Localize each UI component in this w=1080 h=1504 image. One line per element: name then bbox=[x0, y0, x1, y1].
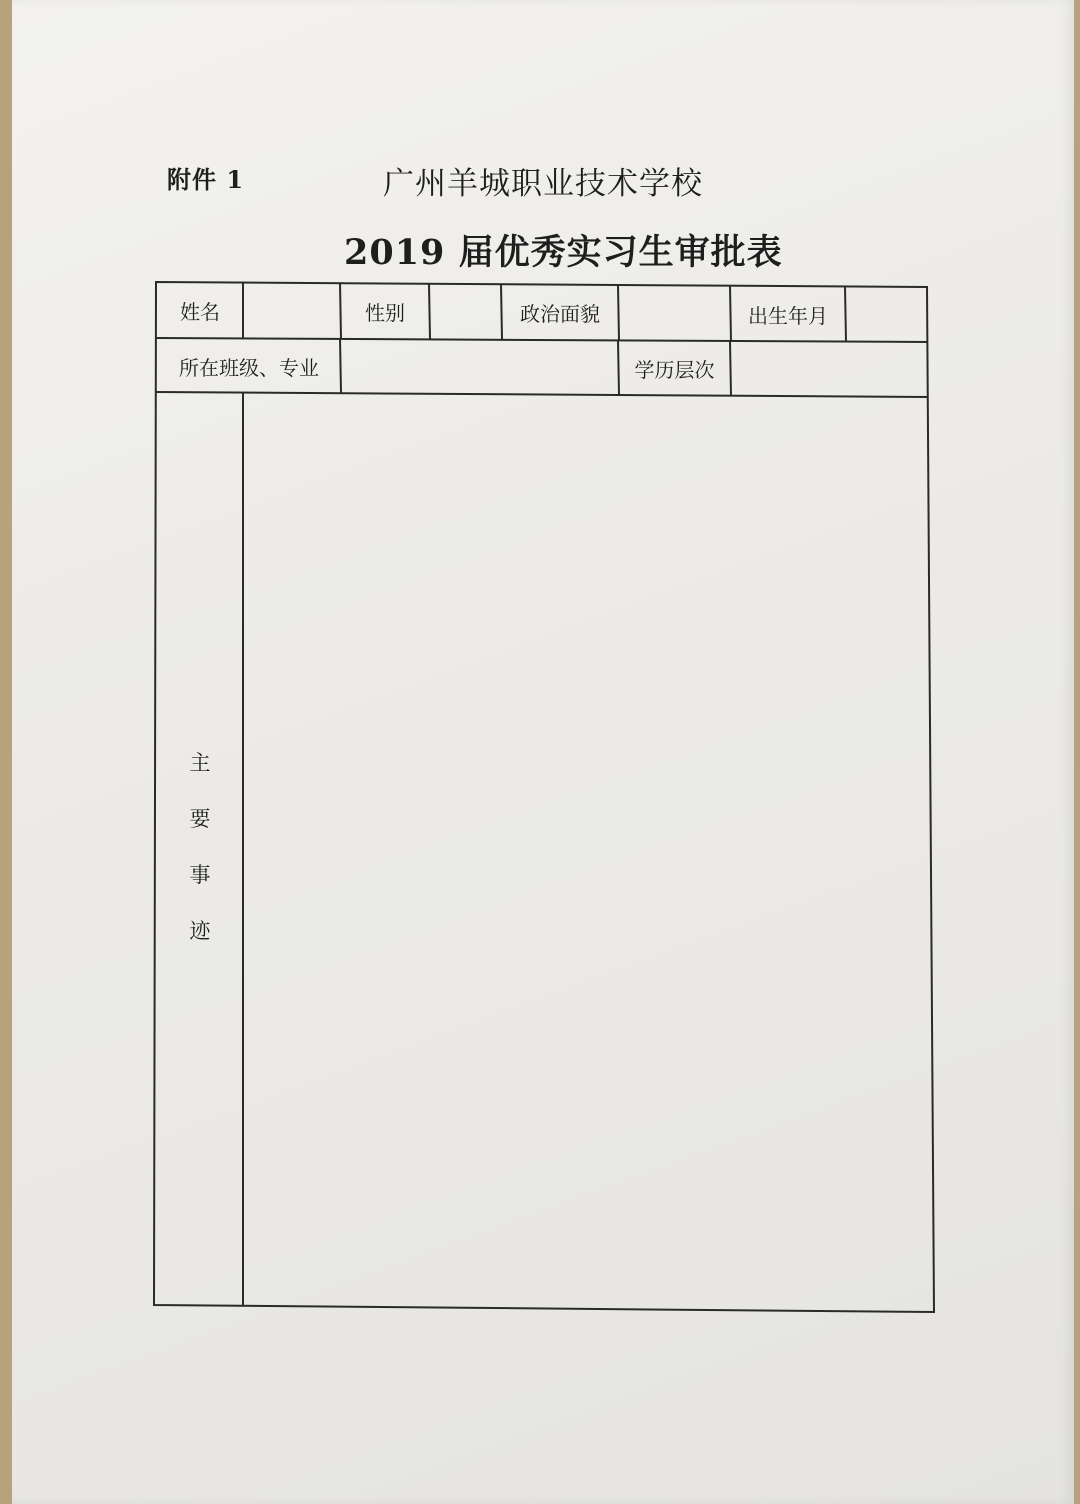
political-status-field[interactable] bbox=[620, 286, 730, 340]
education-level-label: 学历层次 bbox=[634, 357, 715, 382]
birth-date-label: 出生年月 bbox=[748, 304, 828, 328]
main-deeds-char: 主 bbox=[189, 751, 211, 775]
main-deeds-char: 要 bbox=[189, 807, 211, 831]
gender-field[interactable] bbox=[431, 285, 501, 339]
main-deeds-char: 事 bbox=[189, 863, 211, 887]
class-major-field[interactable] bbox=[342, 340, 618, 393]
name-label: 姓名 bbox=[180, 300, 220, 324]
school-name: 广州羊城职业技术学校 bbox=[383, 166, 703, 202]
main-deeds-char: 迹 bbox=[189, 919, 211, 943]
form-title: 2019 届优秀实习生审批表 bbox=[344, 232, 783, 273]
education-level-field[interactable] bbox=[732, 342, 927, 395]
class-major-label: 所在班级、专业 bbox=[179, 355, 319, 380]
name-field[interactable] bbox=[244, 284, 340, 338]
main-deeds-field[interactable] bbox=[246, 398, 926, 1303]
main-deeds-label bbox=[157, 735, 243, 959]
attachment-label: 附件 1 bbox=[167, 165, 245, 194]
gender-label: 性别 bbox=[365, 301, 405, 325]
birth-date-field[interactable] bbox=[847, 287, 927, 341]
political-status-label: 政治面貌 bbox=[520, 302, 600, 326]
